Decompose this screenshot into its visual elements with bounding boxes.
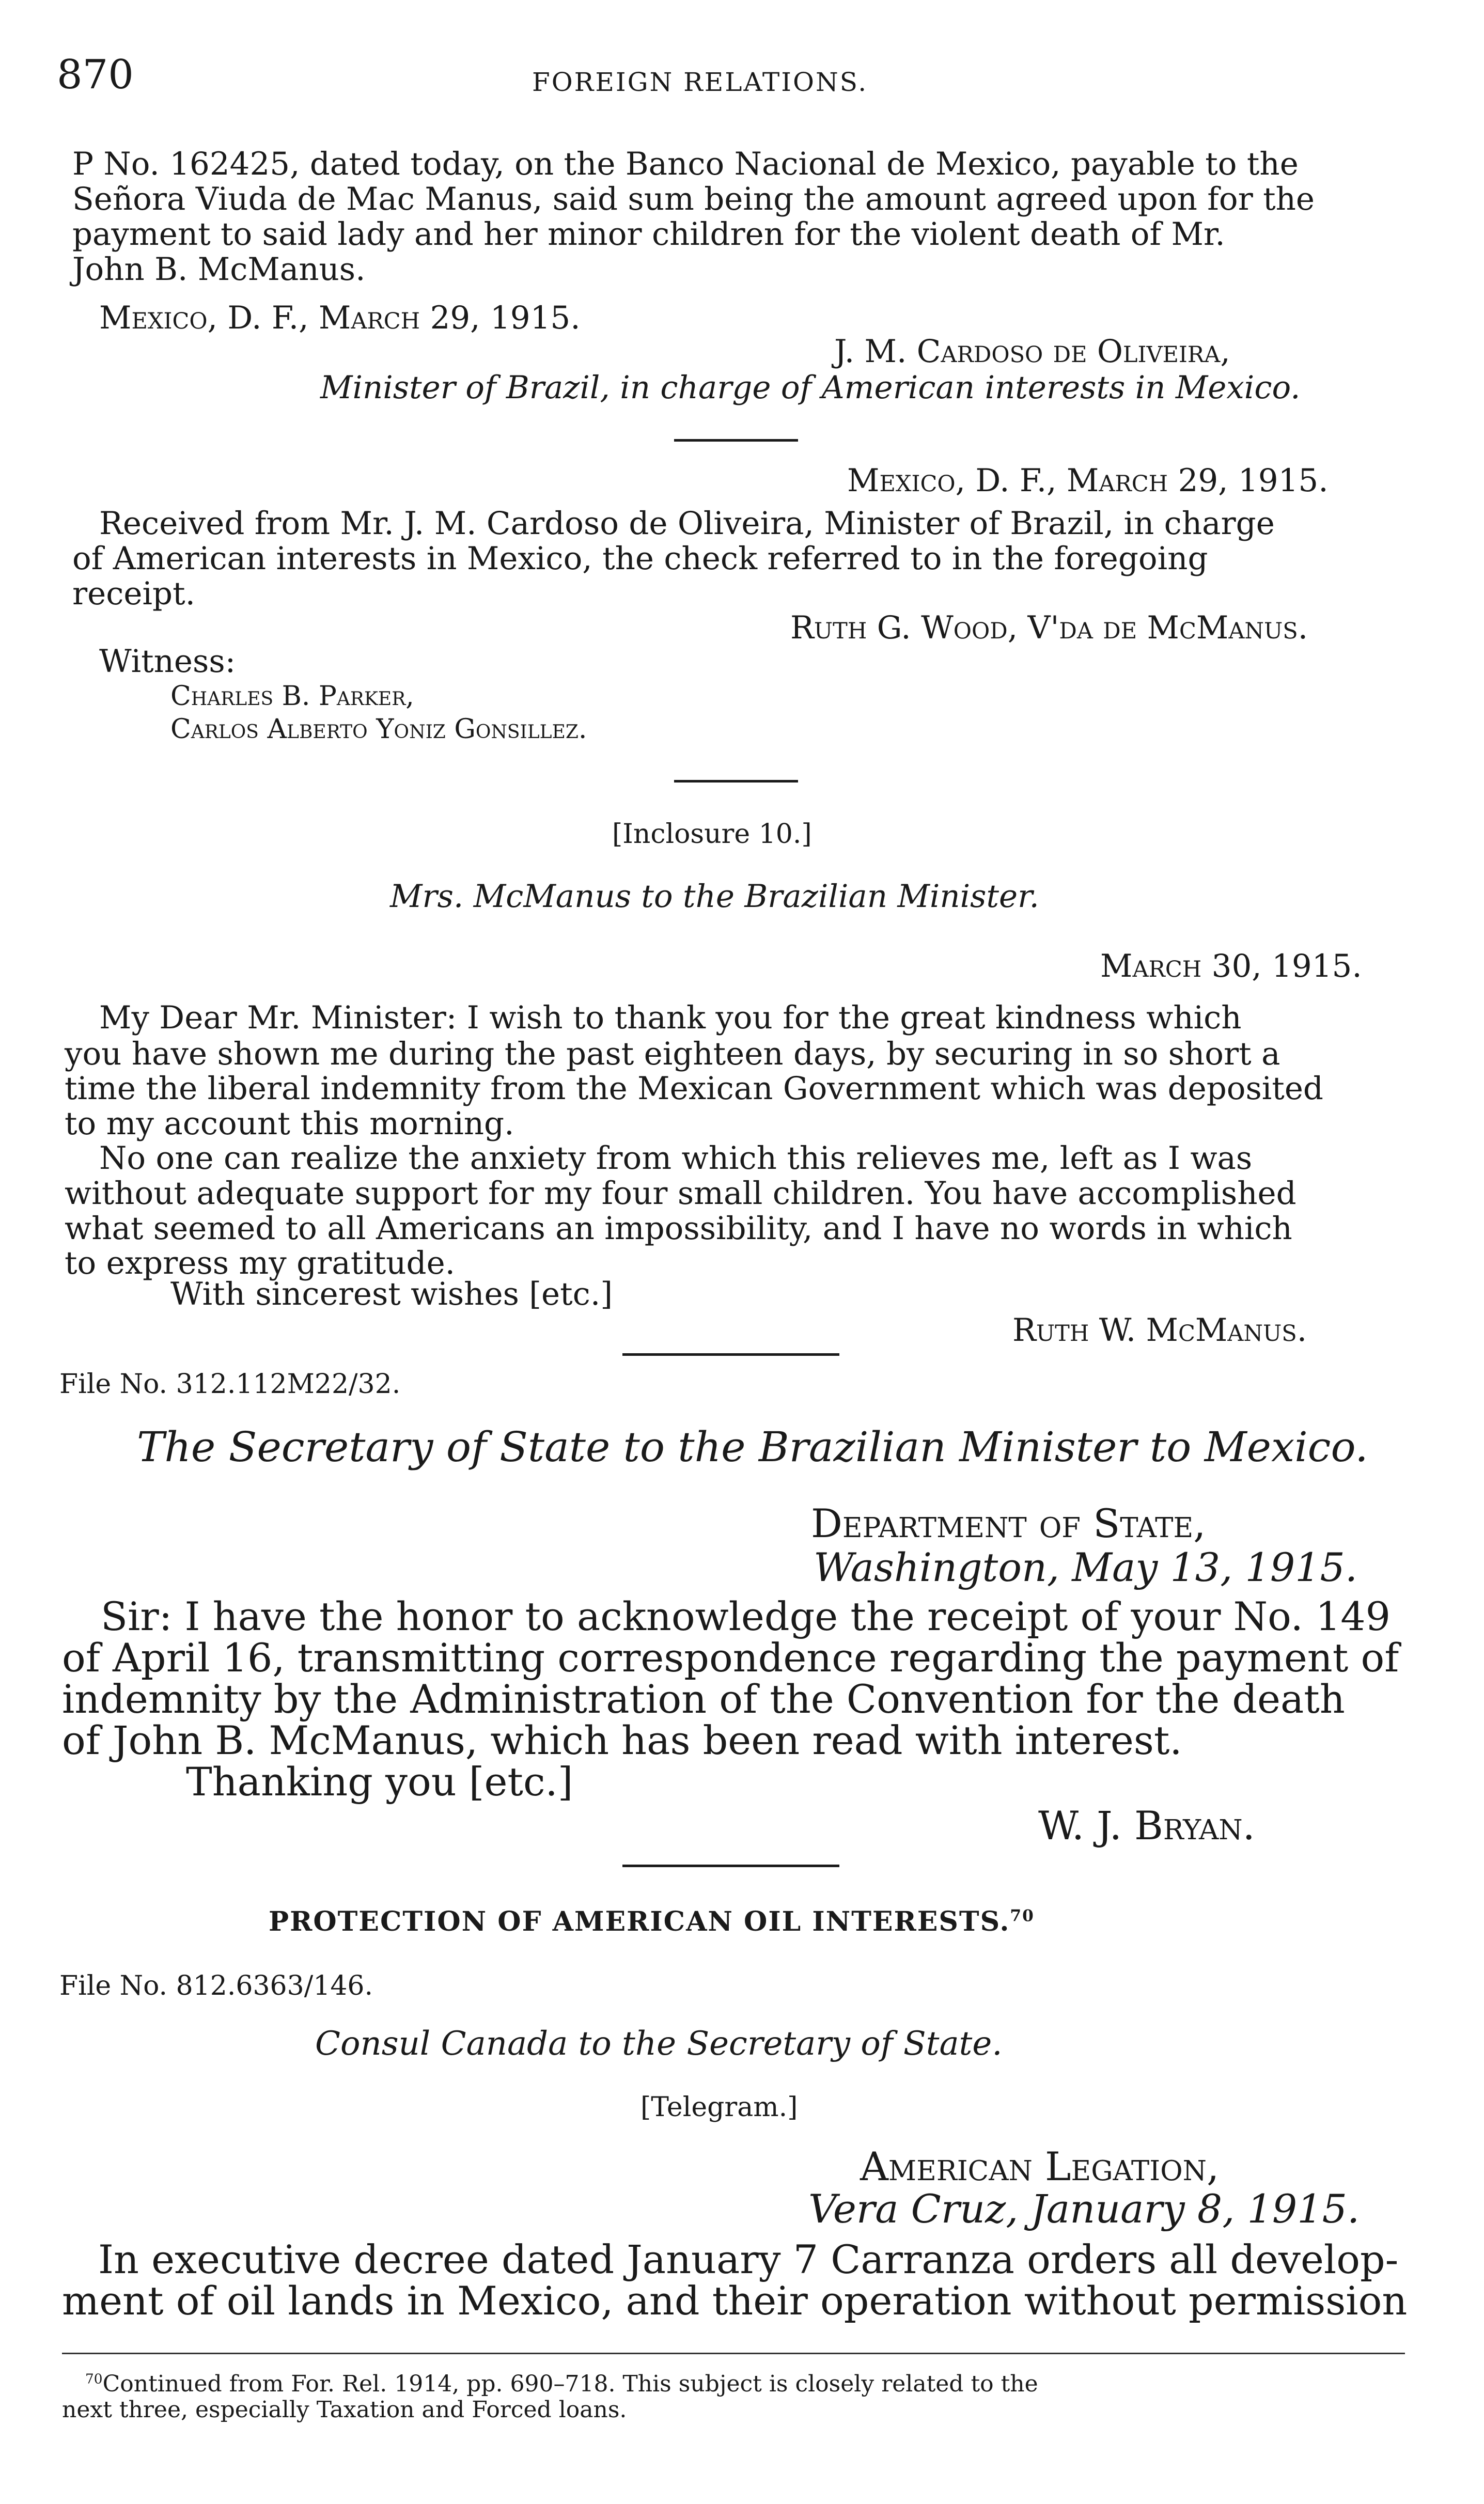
- footnote-line: next three, especially Taxation and Forced loans.: [62, 2397, 627, 2423]
- footnote-marker: 70: [85, 2371, 103, 2387]
- secretary-signer: W. J. Bryan.: [1038, 1803, 1255, 1849]
- letter-line: No one can realize the anxiety from which this relieves me, left as I was: [99, 1140, 1253, 1177]
- secretary-place: Department of State,: [811, 1500, 1206, 1546]
- witness-label: Witness:: [99, 643, 236, 680]
- divider: [622, 1865, 839, 1867]
- inclosure-date: March 30, 1915.: [1100, 948, 1362, 984]
- divider: [674, 439, 798, 442]
- witness-name: Charles B. Parker,: [170, 681, 414, 712]
- letter-line: to express my gratitude.: [65, 1245, 456, 1281]
- secretary-line: Sir: I have the honor to acknowledge the receipt of your No. 149: [101, 1593, 1391, 1639]
- divider: [622, 1353, 839, 1356]
- receipt-signer-title: Minister of Brazil, in charge of American interests in Mexico.: [320, 369, 1301, 406]
- secretary-heading: The Secretary of State to the Brazilian Minister to Mexico.: [137, 1423, 1368, 1471]
- secretary-line: of April 16, transmitting correspondence regarding the payment of: [62, 1635, 1399, 1681]
- receipt-dateline: Mexico, D. F., March 29, 1915.: [99, 300, 581, 336]
- letter-line: My Dear Mr. Minister: I wish to thank you for the great kindness which: [99, 999, 1242, 1036]
- letter-line: you have shown me during the past eighteen days, by securing in so short a: [65, 1036, 1280, 1072]
- legation-date: Vera Cruz, January 8, 1915.: [808, 2186, 1360, 2232]
- letter-line: what seemed to all Americans an impossibility, and I have no words in which: [65, 1210, 1292, 1247]
- page-number: 870: [57, 52, 134, 98]
- running-title: FOREIGN RELATIONS.: [532, 67, 868, 97]
- secretary-date: Washington, May 13, 1915.: [814, 1544, 1358, 1590]
- letter-line: to my account this morning.: [65, 1105, 514, 1142]
- letter-line: without adequate support for my four small children. You have accomplished: [65, 1175, 1296, 1212]
- divider: [674, 780, 798, 782]
- inclosure-heading: Mrs. McManus to the Brazilian Minister.: [390, 878, 1039, 915]
- footnote-line: $^{70}$Continued from For. Rel. 1914, pp. 690–718. This subject is closely related to the: [85, 2371, 1038, 2397]
- receipt-line: P No. 162425, dated today, on the Banco Nacional de Mexico, payable to the: [72, 146, 1299, 182]
- secretary-line: of John B. McManus, which has been read with interest.: [62, 1717, 1182, 1763]
- ack-signer: Ruth G. Wood, V'da de McManus.: [790, 609, 1308, 646]
- letter-line: time the liberal indemnity from the Mexican Government which was deposited: [65, 1070, 1323, 1107]
- footnote-ref: 70: [1010, 1906, 1035, 1926]
- ack-line: receipt.: [72, 575, 195, 612]
- secretary-closing: Thanking you [etc.]: [186, 1759, 573, 1805]
- footnote-rule: [62, 2353, 1405, 2354]
- file-number: File No. 812.6363/146.: [59, 1970, 373, 2001]
- letter-closing: With sincerest wishes [etc.]: [170, 1276, 613, 1312]
- consul-heading: Consul Canada to the Secretary of State.: [315, 2025, 1003, 2063]
- receipt-line: John B. McManus.: [72, 251, 366, 288]
- ack-dateline: Mexico, D. F., March 29, 1915.: [847, 462, 1329, 499]
- telegram-line: ment of oil lands in Mexico, and their operation without permission: [62, 2278, 1408, 2324]
- letter-signer: Ruth W. McManus.: [1012, 1312, 1307, 1349]
- witness-name: Carlos Alberto Yoniz Gonsillez.: [170, 714, 587, 745]
- receipt-line: payment to said lady and her minor children for the violent death of Mr.: [72, 216, 1225, 253]
- legation-place: American Legation,: [860, 2143, 1220, 2189]
- receipt-signer: J. M. Cardoso de Oliveira,: [834, 333, 1230, 370]
- file-number: File No. 312.112M22/32.: [59, 1369, 401, 1400]
- telegram-label: [Telegram.]: [641, 2092, 798, 2123]
- ack-line: of American interests in Mexico, the check referred to in the foregoing: [72, 540, 1208, 577]
- receipt-line: Señora Viuda de Mac Manus, said sum being the amount agreed upon for the: [72, 181, 1315, 217]
- inclosure-label: [Inclosure 10.]: [612, 819, 812, 850]
- section-title: PROTECTION OF AMERICAN OIL INTERESTS.$^{70}$: [269, 1906, 1035, 1937]
- ack-line: Received from Mr. J. M. Cardoso de Oliveira, Minister of Brazil, in charge: [99, 505, 1275, 542]
- telegram-line: In executive decree dated January 7 Carranza orders all develop-: [98, 2236, 1399, 2282]
- secretary-line: indemnity by the Administration of the Convention for the death: [62, 1676, 1345, 1722]
